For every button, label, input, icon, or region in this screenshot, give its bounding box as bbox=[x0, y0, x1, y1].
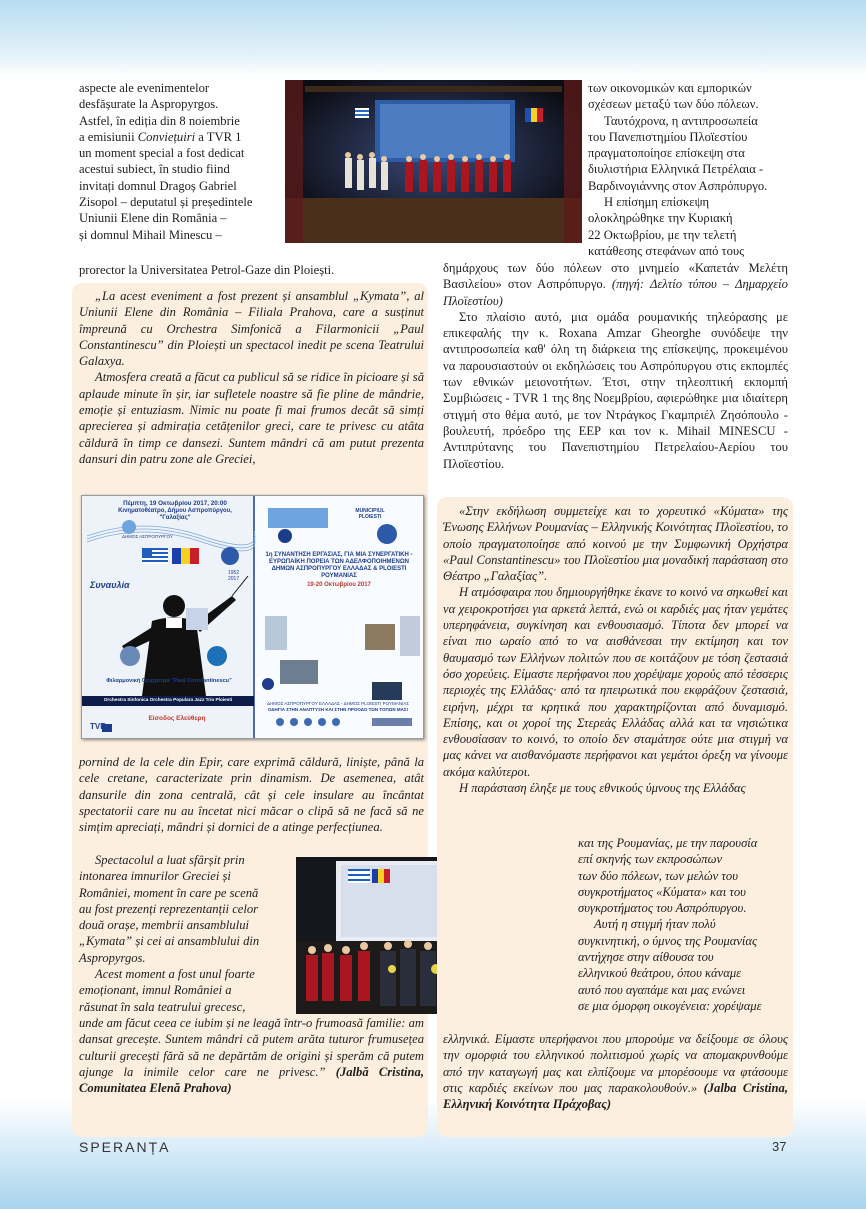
romanian-flag bbox=[172, 548, 199, 564]
paragraph: Η παράσταση έληξε με τους εθνικούς ύμνους της Ελλάδας bbox=[459, 781, 746, 796]
poster-entrance: Είσοδος Ελεύθερη bbox=[148, 715, 206, 722]
page-number: 37 bbox=[772, 1139, 787, 1154]
poster-ploiesti-label: MUNICIPIUL PLOIESTI bbox=[355, 508, 385, 520]
seal-icon bbox=[262, 678, 274, 690]
stage-dance-photo bbox=[285, 80, 582, 243]
text-line: του Πανεπιστημίου Πλοϊεστίου bbox=[588, 129, 748, 144]
text-line: a emisiunii bbox=[79, 129, 138, 144]
left-quote-text-narrow bbox=[79, 852, 287, 1015]
paragraph bbox=[79, 1015, 424, 1096]
text-line: Αυτή η στιγμή ήταν πολύ bbox=[594, 917, 716, 932]
text-line: κατάθεσης στεφάνων από τους bbox=[588, 243, 745, 258]
poster-aspropyrgos-label: ΔΗΜΟΣ ΑΣΠΡΟΠΥΡΓΟΥ bbox=[122, 534, 173, 539]
text-line: σχέσεων μεταξύ των δύο πόλεων. bbox=[588, 97, 759, 112]
philharmonic-logo-icon bbox=[207, 646, 227, 666]
text-line: un moment special a fost dedicat bbox=[79, 146, 245, 161]
right-quote-text-top bbox=[443, 503, 788, 796]
text-line: πραγματοποίησε επίσκεψη στα bbox=[588, 146, 745, 161]
left-quote-text-top bbox=[79, 288, 424, 467]
text-line: au fost prezenți reprezentanții celor bbox=[79, 901, 259, 916]
right-main-text bbox=[443, 260, 788, 472]
monument-photo bbox=[365, 624, 395, 650]
text-line: συγκινητική, ο ύμνος της Ρουμανίας bbox=[578, 933, 758, 948]
paragraph: pornind de la cele din Epir, care exprimă căldură, liniște, până la cele cretane, caracterizate prin dinamism. De asemenea, atât dansurile din zona centrală, cât și cele insulare au încântat spectatorii care nu au încetat nici măcar o clipă să ne facă să ne simțim apreciați, mândri și dornici de a atinge perfecțiunea. bbox=[79, 755, 424, 835]
aspropyrgos-crest-icon bbox=[278, 529, 292, 543]
text-line: των δύο πόλεων, των μελών του bbox=[578, 868, 739, 883]
refinery-photo bbox=[280, 660, 318, 684]
poster-years: 1952 2017 bbox=[228, 570, 240, 582]
text-line: două orașe, membrii ansamblului bbox=[79, 918, 250, 933]
poster-meeting-footer: ΔΗΜΟΣ ΑΣΠΡΟΠΥΡΓΟΥ ΕΛΛΑΔΑΣ - ΔΗΜΟΣ PLOIESTI ΡΟΥΜΑΝΙΑΣ bbox=[266, 701, 410, 706]
text-line: Η επίσημη επίσκεψη bbox=[604, 195, 710, 210]
poster-meeting-title: 1η ΣΥΝΑΝΤΗΣΗ ΕΡΓΑΣΙΑΣ, ΓΙΑ ΜΙΑ ΣΥΝΕΡΓΑΤΙΚΗ - ΕΥΡΩΠΑΪΚΗ ΠΟΡΕΙΑ ΤΩΝ ΑΔΕΛΦΟΠΟΙΗΜΕΝΩΝ ΔΗΜΩΝ ΑΣΠΡΟΠΥΡΓΟΥ ΕΛΛΑΔΑΣ & PLOIESTI ΡΟΥΜΑΝΙΑΣ bbox=[265, 552, 413, 579]
text-line: και της Ρουμανίας, με την παρουσία bbox=[578, 836, 758, 850]
text-line: României, moment în care pe scenă bbox=[79, 885, 259, 900]
greek-flag bbox=[142, 548, 168, 564]
text-line: διυλιστήρια Ελληνικά Πετρέλαια - bbox=[588, 162, 764, 177]
paragraph bbox=[443, 260, 788, 309]
text-line: „Kymata” și cei ai ansamblului din bbox=[79, 934, 260, 949]
poster-meeting-footer-2: ΟΔΗΓΙΑ ΣΤΗΝ ΑΝΑΠΤΥΞΗ ΚΑΙ ΣΤΗΝ ΠΡΟΟΔΟ ΤΩΝ ΤΟΠΩΝ ΜΑΣ! bbox=[267, 707, 409, 712]
text-line: αντήχησε στην αίθουσα του bbox=[578, 950, 714, 965]
text-line: intonarea imnurilor Greciei și bbox=[79, 869, 231, 884]
text-line: Ταυτόχρονα, η αντιπροσωπεία bbox=[604, 113, 758, 128]
poster-orchestra: Φιλαρμονική Ορχήστρα "Paul Constantinescu" bbox=[106, 678, 232, 684]
text-line: 22 Οκτωβρίου, με την τελετή bbox=[588, 227, 737, 242]
paragraph: Στο πλαίσιο αυτό, μια ομάδα ρουμανικής τηλεόρασης με επικεφαλής την κ. Roxana Amzar Gheorghe συνόδεψε την αντιπροσωπεία καθ' όλη τη διάρκεια της επίσκεψης, προκειμένου να παρουσιαστούν οι εκδηλώσεις του Ασπρόπυργου στις εκπομπές των εθνικών μειονοτήτων. Έτσι, στην τηλεοπτική εκπομπή Συμβιώσεις - TVR 1 της 8ης Νοεμβρίου, αφιερώθηκε μια ιδιαίτερη στιγμή στο θέμα αυτό, με τον Ντράγκος Γκαμπριέλ Ζησόπουλο - βουλευτή, πρόεδρο της ΕΕΡ και τον κ. Mihail MINESCU - Αντιπρύτανης του Πανεπιστημίου Πετρελαίου-Αερίου του Πλοϊεστίου. bbox=[443, 309, 788, 471]
text-line: a TVR 1 bbox=[195, 129, 242, 144]
poster-meeting-dates: 19-20 Οκτωβρίου 2017 bbox=[307, 582, 371, 588]
left-quote-text-bottom bbox=[79, 1015, 424, 1096]
text-line: emoționant, imnul României a bbox=[79, 983, 232, 998]
text-line: Βαρδινογιάννης στον Ασπρόπυργο. bbox=[588, 178, 768, 193]
text-line: și domnul Mihail Minescu – bbox=[79, 227, 222, 242]
text-line: Aspropyrgos. bbox=[79, 950, 146, 965]
text-line: Acest moment a fost unul foarte bbox=[95, 967, 255, 982]
text-line: ολοκληρώθηκε την Κυριακή bbox=[588, 211, 733, 226]
stage-dance-illustration bbox=[285, 80, 582, 243]
paragraph: „La acest eveniment a fost prezent și ansamblul „Kymata”, al Uniunii Elene din România – Filiala Prahova, care a susținut împreună cu Orchestra Simfonică a Filarmonicii „Paul Constantinescu” din Ploiești un spectacol inedit pe scena Teatrului Galaxya. bbox=[79, 289, 424, 369]
poster-synavlia: Συναυλία bbox=[90, 580, 130, 590]
aspropyrgos-logo-icon bbox=[122, 520, 136, 534]
right-top-text bbox=[588, 80, 788, 259]
paragraph bbox=[443, 1031, 788, 1112]
poster-venue-1: Κινηματοθέατρο, Δήμου Ασπροπύργου, bbox=[118, 508, 232, 514]
text-line: αυτό που αγαπάμε και μας ενώνει bbox=[578, 982, 746, 997]
aspropyrgos-banner-icon bbox=[268, 508, 328, 528]
signature: (Jalbă Cristina, Comunitatea Elenă Prahova) bbox=[79, 1064, 424, 1096]
badge-icon bbox=[120, 646, 140, 666]
poster-date: Πέμπτη, 19 Οκτωβρίου 2017, 20:00 bbox=[123, 500, 227, 507]
text-line: aspecte ale evenimentelor bbox=[79, 81, 210, 95]
ploiesti-logo-icon bbox=[377, 524, 397, 544]
text-line: prorector la Universitatea Petrol-Gaze din Ploiești. bbox=[79, 263, 335, 277]
text-line: σε μια όμορφη οικογένεια: χορέψαμε bbox=[578, 998, 762, 1013]
text-line: των οικονομικών και εμπορικών bbox=[588, 81, 752, 95]
text-line: desfășurate la Aspropyrgos. bbox=[79, 97, 219, 112]
text-line: Uniunii Elene din România – bbox=[79, 211, 227, 226]
left-intro-last-line bbox=[79, 262, 424, 278]
paragraph: Η ατμόσφαιρα που δημιουργήθηκε έκανε το κοινό να σηκωθεί και να χειροκροτήσει για αρκετά λεπτά, ενώ οι καρδιές μας ήταν γεμάτες υπερηφάνεια, συγκίνηση και ενθουσιασμό. Τίποτα δεν μπορεί να είναι πιο ωραίο από το να αισθάνεσαι την εκτίμηση και τον θαυμασμό των Ελλήνων πολιτών που σε κοιτάζουν με τόση ζεστασιά όσο χορεύεις. Είμαστε περήφανοι που χορέψαμε χορούς από τέσσερις περιοχές της Ελλάδας· από τα ηπειρωτικά που εκφράζουν ζεστασιά, ειρήνη, μέχρι τα κρητικά που χαρακτηρίζονται από δυναμισμό. Επίσης, και οι χοροί της Στερεάς Ελλάδας αλλά και τα νησιώτικα ενθουσίασαν το κοινό, το οποίο δεν σταμάτησε ούτε μια στιγμή να μας κάνει να αισθανόμαστε περήφανοι και γεμάτοι όρεξη να γίνουμε ακόμα καλύτεροι. bbox=[443, 585, 788, 779]
left-intro-text bbox=[79, 80, 277, 243]
text-line: Zisopol – deputatul și președintele bbox=[79, 195, 253, 210]
signature: (Jalba Cristina, Ελληνική Κοινότητα Πράχοβας) bbox=[443, 1080, 788, 1112]
text-line: răsunat în sala teatrului grecesc, bbox=[79, 999, 246, 1014]
tvr-logo-icon: TVR bbox=[90, 722, 106, 731]
paragraph: Atmosfera creată a făcut ca publicul să se ridice în picioare și să aplaude minute în șir, iar sufletele noastre să fie pline de mândrie, emoție și entuziasm. Nimic nu poate fi mai frumos decât să simți aprecierea și admirația cetățenilor greci, care te privesc cu atâta căldură în timp ce dansezi. Suntem mândri că am putut prezenta dansuri din patru zone ale Greciei, bbox=[79, 370, 424, 466]
text-line: επί σκηνής των εκπροσώπων bbox=[578, 852, 723, 867]
ploiesti-crest-icon bbox=[221, 547, 239, 565]
paragraph-text: ελληνικά. Είμαστε υπερήφανοι που μπορούμε να δείξουμε σε όλους την ομορφιά του ελληνικού πολιτισμού χωρίς να απομακρυνθούμε από την καταγωγή μας και ελπίζουμε να μπορέσουμε να φτάσουμε στις καρδιές εκείνων που μας παρακολουθούν.» bbox=[443, 1032, 788, 1095]
paragraph-text: unde am făcut ceea ce iubim și ne leagă într-o frumoasă familie: am dansat grecește. Suntem mândri că putem arăta tuturor frumusețea culturii grecești fără să ne depărtăm de origini și sperăm că putem ajunge la inimile celor care ne privesc.” bbox=[79, 1016, 424, 1079]
landscape-photo bbox=[265, 616, 287, 650]
text-line: Spectacolul a luat sfârșit prin bbox=[95, 853, 245, 867]
text-line: acestui subiect, în studio fiind bbox=[79, 162, 230, 177]
text-line: συγκροτήματος «Κύματα» και του bbox=[578, 884, 746, 899]
poster-ensembles: Orchestra Sinfonica Orchestra Populara Jazz Trio Ploiesti bbox=[103, 697, 233, 702]
show-name: Conviețuiri bbox=[137, 129, 196, 144]
concert-poster bbox=[81, 495, 424, 739]
text-line: Astfel, în ediția din 8 noiembrie bbox=[79, 113, 240, 128]
text-line: συγκροτήματος του Ασπρόπυργου. bbox=[578, 901, 747, 916]
text-line: invitați domnul Dragoș Gabriel bbox=[79, 178, 237, 193]
paragraph-text: δημάρχους των δύο πόλεων στο μνημείο «Καπετάν Μελέτη Βασιλείου» στον Ασπρόπυργο. bbox=[443, 261, 788, 292]
promo-photo bbox=[372, 682, 402, 700]
magazine-name: SPERANȚA bbox=[79, 1139, 171, 1155]
source-note: (πηγή: Δελτίο τύπου – Δημαρχείο Πλοϊεστίου) bbox=[443, 277, 788, 308]
paragraph: «Στην εκδήλωση συμμετείχε και το χορευτικό «Κύματα» της Ένωσης Ελλήνων Ρουμανίας – Ελληνικής Κοινότητας Πλοϊεστίου, το οποίο πραγματοποίησε από κοινού με την Συμφωνική Ορχήστρα «Paul Constantinescu» του Πλοϊεστίου μια μοναδική παράσταση στο Θέατρο „Γαλαξίας”. bbox=[443, 504, 788, 584]
building-photo bbox=[400, 616, 420, 656]
poster-venue-2: "Γαλαξίας" bbox=[159, 515, 191, 521]
text-line: ελληνικού θεάτρου, όπου κάναμε bbox=[578, 966, 742, 981]
left-quote-text-middle bbox=[79, 754, 424, 835]
anniversary-55-icon bbox=[186, 608, 208, 630]
right-quote-text-bottom bbox=[443, 1031, 788, 1112]
header-gradient bbox=[0, 0, 866, 78]
right-quote-text-narrow bbox=[578, 835, 788, 1014]
